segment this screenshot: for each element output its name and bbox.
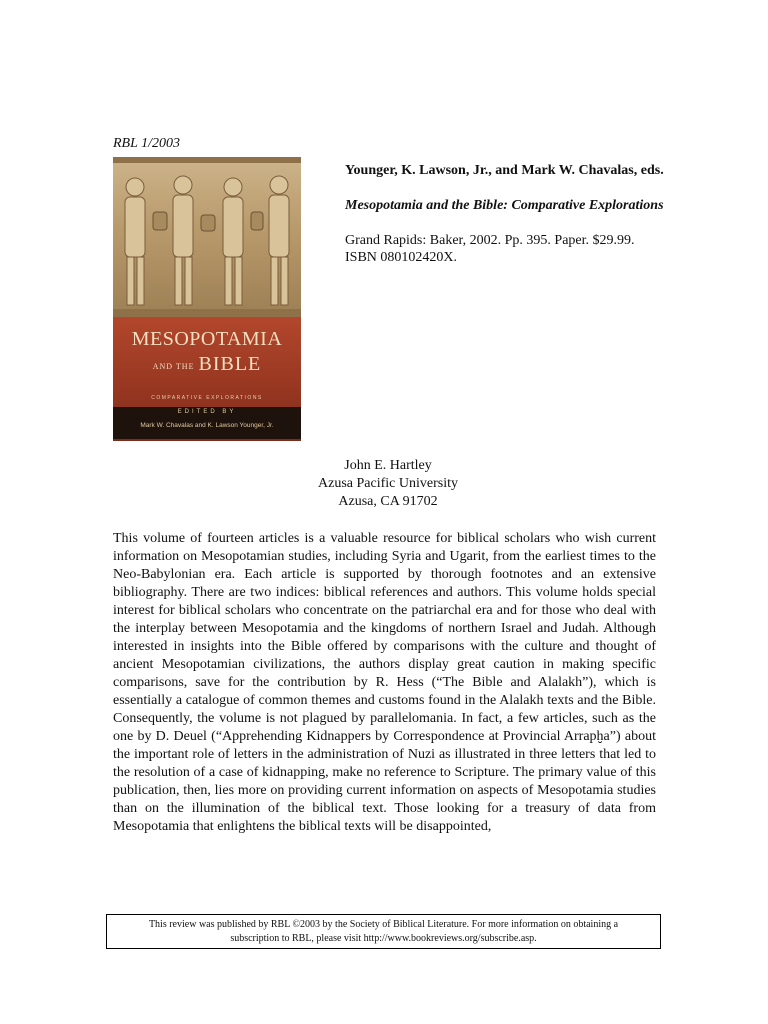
reviewer-institution: Azusa Pacific University xyxy=(318,476,458,491)
cover-title: MESOPOTAMIA xyxy=(131,328,283,350)
cover-editors: Mark W. Chavalas and K. Lawson Younger, Jr. xyxy=(140,422,274,429)
review-body-paragraph: This volume of fourteen articles is a valuable resource for biblical scholars who wish current information on Mesopotamian studies, including Syria and Ugarit, from the earliest times to the Neo-Babylonian era. Each article is supported by thorough footnotes and an extensive bibliography. There are two indices: biblical references and authors. This volume holds special interest for biblical scholars who concentrate on the patriarchal era and for those who deal with the interplay between Mesopotamia and the kingdoms of northern Israel and Judah. Although interested in insights into the Bible offered by comparisons with the culture and thought of ancient Mesopotamian civilizations, the authors display great caution in making specific comparisons, save for the contribution by R. Hess (“The Bible and Alalakh”), which is essentially a catalogue of common themes and customs found in the Alalakh texts and the Bible. Consequently, the volume is not plagued by parallelomania. In fact, a few articles, such as the one by D. Deuel (“Apprehending Kidnappers by Correspondence at Provincial Arrapḫa”) about the important role of letters in the administration of Nuzi as illustrated in three letters that led to the resolution of a case of kidnapping, make no reference to Scripture. The primary value of this publication, then, lies more on providing current information on aspects of Mesopotamia studies than on the illumination of the biblical text. Those looking for a treasury of data from Mesopotamia that enlightens the biblical texts will be disappointed, xyxy=(113,531,656,834)
cover-tagline: COMPARATIVE EXPLORATIONS xyxy=(151,395,263,401)
cover-relief-art xyxy=(113,157,301,317)
cover-subtitle-small: AND THE xyxy=(152,361,195,371)
cover-subtitle-big: BIBLE xyxy=(198,353,262,375)
footer-line-2: subscription to RBL, please visit http://www.bookreviews.org/subscribe.asp. xyxy=(230,933,537,944)
reviewer-name: John E. Hartley xyxy=(344,458,432,473)
relief-figures-illustration xyxy=(113,157,301,317)
isbn: ISBN 080102420X. xyxy=(345,250,458,265)
reviewer-location: Azusa, CA 91702 xyxy=(338,494,438,509)
reviewer-block xyxy=(0,457,768,511)
book-editors: Younger, K. Lawson, Jr., and Mark W. Chavalas, eds. xyxy=(345,163,664,178)
book-cover-image xyxy=(113,157,301,441)
publication-info: Grand Rapids: Baker, 2002. Pp. 395. Paper. $29.99. xyxy=(345,233,635,248)
cover-subtitle xyxy=(113,353,301,376)
bibliographic-entry xyxy=(345,162,675,266)
copyright-footer xyxy=(106,914,661,949)
issue-label: RBL 1/2003 xyxy=(113,136,181,151)
book-title: Mesopotamia and the Bible: Comparative Explorations xyxy=(345,198,664,213)
cover-edited-by: EDITED BY xyxy=(177,409,237,415)
footer-line-1: This review was published by RBL ©2003 by the Society of Biblical Literature. For more information on obtaining a xyxy=(148,919,619,930)
